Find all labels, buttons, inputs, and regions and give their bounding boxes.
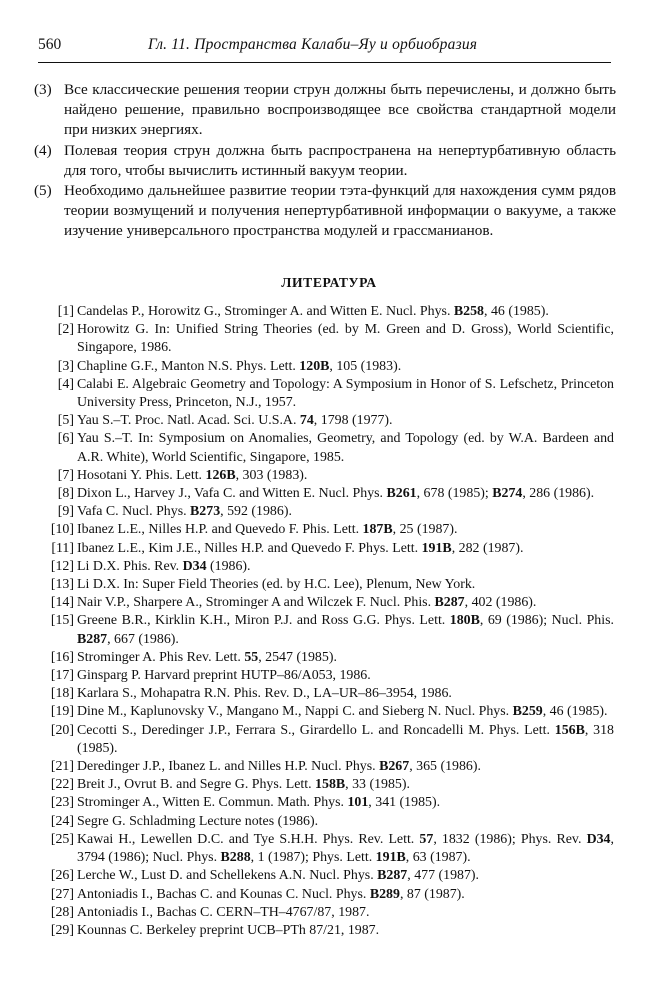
reference-item xyxy=(32,540,614,558)
reference-item xyxy=(32,722,614,758)
reference-item xyxy=(32,922,614,940)
reference-item xyxy=(32,576,614,594)
reference-text xyxy=(77,541,523,556)
reference-segment: Greene B.R., Kirklin K.H., Miron P.J. and Ross G.G. Phys. Lett. xyxy=(77,613,450,629)
reference-text xyxy=(77,832,614,865)
reference-segment: Dine M., Kaplunovsky V., Mangano M., Nappi C. and Sieberg N. Nucl. Phys. xyxy=(77,704,513,720)
reference-number: [18] xyxy=(50,686,74,702)
reference-segment: Li D.X. In: Super Field Theories (ed. by H.C. Lee), Plenum, New York. xyxy=(77,577,476,593)
reference-number: [12] xyxy=(50,558,74,574)
reference-segment: , 87 (1987). xyxy=(399,886,465,902)
reference-item xyxy=(32,376,614,412)
reference-number: [20] xyxy=(50,722,74,738)
reference-text xyxy=(77,613,614,646)
reference-volume: 126B xyxy=(205,467,236,483)
reference-segment: Breit J., Ovrut B. and Segre G. Phys. Lett. xyxy=(77,777,316,793)
reference-volume: D34 xyxy=(182,558,207,574)
reference-item xyxy=(32,430,614,466)
reference-segment: Kawai H., Lewellen D.C. and Tye S.H.H. Phys. Rev. Lett. xyxy=(77,831,420,847)
reference-item xyxy=(32,594,614,612)
reference-item xyxy=(32,558,614,576)
reference-volume: B288 xyxy=(220,850,251,866)
reference-segment: , 402 (1986). xyxy=(464,595,537,611)
reference-text xyxy=(77,577,475,592)
reference-number: [4] xyxy=(57,376,74,392)
reference-text xyxy=(77,814,318,829)
reference-item xyxy=(32,612,614,648)
page-header xyxy=(38,36,613,58)
reference-segment: Chapline G.F., Manton N.S. Phys. Lett. xyxy=(77,358,300,374)
reference-segment: Yau S.–T. In: Symposium on Anomalies, Geometry, and Topology (ed. by W.A. Bardeen and A.R. White), World Scientific, Singapore, 1985. xyxy=(77,431,614,465)
reference-text xyxy=(77,413,393,428)
reference-segment: Candelas P., Horowitz G., Strominger A. and Witten E. Nucl. Phys. xyxy=(77,304,454,319)
reference-number: [3] xyxy=(57,358,74,374)
reference-volume: D34 xyxy=(586,831,611,847)
reference-item xyxy=(32,904,614,922)
reference-segment: Kounnas C. Berkeley preprint UCB–PTh 87/21, 1987. xyxy=(77,922,380,938)
list-item-number: (4) xyxy=(34,141,52,159)
reference-item xyxy=(32,649,614,667)
reference-segment: Deredinger J.P., Ibanez L. and Nilles H.P. Nucl. Phys. xyxy=(77,759,380,775)
reference-segment: , 1 (1987); Phys. Lett. xyxy=(250,850,376,866)
reference-segment: , 1798 (1977). xyxy=(313,413,393,429)
reference-text xyxy=(77,777,410,792)
reference-segment: Dixon L., Harvey J., Vafa C. and Witten E. Nucl. Phys. xyxy=(77,486,387,502)
reference-segment: Li D.X. Phis. Rev. xyxy=(77,558,183,574)
reference-item xyxy=(32,412,614,430)
reference-volume: B289 xyxy=(369,886,400,902)
reference-number: [17] xyxy=(50,668,74,684)
reference-item xyxy=(32,886,614,904)
reference-number: [21] xyxy=(50,759,74,775)
reference-number: [22] xyxy=(50,777,74,793)
reference-volume: 120B xyxy=(299,358,330,374)
reference-text xyxy=(77,723,614,756)
reference-volume: 156B xyxy=(554,722,585,738)
reference-volume: B287 xyxy=(434,595,465,611)
reference-item xyxy=(32,813,614,831)
reference-item xyxy=(32,485,614,503)
header-rule xyxy=(38,62,611,63)
reference-volume: B274 xyxy=(492,486,523,502)
reference-text xyxy=(77,868,479,883)
reference-number: [1] xyxy=(57,304,74,319)
reference-segment: , 2547 (1985). xyxy=(258,649,337,665)
reference-text xyxy=(77,595,536,610)
reference-segment: Ibanez L.E., Nilles H.P. and Quevedo F. Phis. Lett. xyxy=(77,522,363,538)
list-item-text: Все классические решения теории струн должны быть перечислены, и должно быть найдено решение, правильно воспроизводящее все свойства стандартной модели при низких энергиях. xyxy=(64,81,616,139)
reference-text xyxy=(77,504,292,519)
reference-segment: Yau S.–T. Proc. Natl. Acad. Sci. U.S.A. xyxy=(77,413,300,429)
reference-number: [13] xyxy=(50,577,74,593)
reference-item xyxy=(32,467,614,485)
reference-volume: B287 xyxy=(77,631,108,647)
reference-item xyxy=(32,758,614,776)
reference-segment: Karlara S., Mohapatra R.N. Phis. Rev. D., LA–UR–86–3954, 1986. xyxy=(77,686,452,702)
reference-text xyxy=(77,923,379,938)
reference-text xyxy=(77,431,614,464)
reference-number: [27] xyxy=(50,886,74,902)
reference-text xyxy=(77,522,457,537)
reference-segment: , 303 (1983). xyxy=(235,467,308,483)
reference-segment: Antoniadis I., Bachas C. CERN–TH–4767/87, 1987. xyxy=(77,904,370,920)
reference-item xyxy=(32,794,614,812)
reference-segment: , 46 (1985). xyxy=(484,304,549,319)
list-item-number: (3) xyxy=(34,81,52,98)
reference-text xyxy=(77,759,481,774)
reference-number: [24] xyxy=(50,813,74,829)
reference-number: [25] xyxy=(50,831,74,847)
reference-list xyxy=(32,303,614,940)
section-title: ЛИТЕРАТУРА xyxy=(281,275,377,290)
reference-number: [2] xyxy=(57,322,74,338)
reference-segment: Calabi E. Algebraic Geometry and Topology: A Symposium in Honor of S. Lefschetz, Princeton University Press, Princeton, N.J., 1957. xyxy=(77,376,614,411)
reference-item xyxy=(32,667,614,685)
page-number: 560 xyxy=(38,36,62,53)
reference-text xyxy=(77,559,251,574)
reference-number: [5] xyxy=(57,413,74,429)
list-item xyxy=(34,181,616,242)
reference-segment: Ibanez L.E., Kim J.E., Nilles H.P. and Quevedo F. Phys. Lett. xyxy=(77,540,422,556)
reference-segment: , 25 (1987). xyxy=(392,522,458,538)
reference-number: [11] xyxy=(51,540,74,556)
reference-text xyxy=(77,795,440,810)
reference-volume: B261 xyxy=(386,486,417,502)
numbered-list xyxy=(34,80,616,242)
reference-number: [19] xyxy=(50,704,74,720)
reference-volume: 158B xyxy=(315,777,346,793)
reference-number: [26] xyxy=(50,868,74,884)
reference-number: [7] xyxy=(57,467,74,483)
reference-volume: B287 xyxy=(377,868,408,884)
reference-segment: , 678 (1985); xyxy=(416,486,493,502)
reference-text xyxy=(77,304,549,319)
reference-segment: , 46 (1985). xyxy=(542,704,608,720)
reference-item xyxy=(32,703,614,721)
reference-item xyxy=(32,521,614,539)
reference-segment: Lerche W., Lust D. and Schellekens A.N. Nucl. Phys. xyxy=(77,868,378,884)
reference-segment: , 3794 (1986); Nucl. Phys. xyxy=(77,831,614,866)
reference-item xyxy=(32,503,614,521)
reference-number: [29] xyxy=(50,922,74,938)
reference-item xyxy=(32,321,614,357)
reference-number: [16] xyxy=(50,649,74,665)
reference-volume: 74 xyxy=(299,413,314,429)
list-item xyxy=(34,141,616,181)
reference-segment: Cecotti S., Deredinger J.P., Ferrara S., Girardello L. and Roncadelli M. Phys. Lett. xyxy=(77,722,555,738)
reference-segment: , 365 (1986). xyxy=(409,759,481,775)
reference-number: [14] xyxy=(50,595,74,611)
reference-segment: Hosotani Y. Phis. Lett. xyxy=(77,467,206,483)
reference-segment: Horowitz G. In: Unified String Theories (ed. by M. Green and D. Gross), World Scientific, Singapore, 1986. xyxy=(77,322,614,356)
reference-volume: 191B xyxy=(421,540,452,556)
reference-segment: , 282 (1987). xyxy=(451,540,524,556)
reference-segment: , 286 (1986). xyxy=(522,486,595,502)
reference-volume: 101 xyxy=(347,795,369,811)
reference-volume: 180B xyxy=(449,613,480,629)
reference-segment: Ginsparg P. Harvard preprint HUTP–86/A053, 1986. xyxy=(77,668,371,684)
reference-text xyxy=(77,887,465,902)
reference-number: [8] xyxy=(57,486,74,502)
reference-volume: B258 xyxy=(453,304,485,319)
reference-text xyxy=(77,468,307,483)
reference-segment: (1986). xyxy=(206,558,251,574)
reference-item xyxy=(32,685,614,703)
reference-item xyxy=(32,303,614,321)
list-item-number: (5) xyxy=(34,182,52,200)
list-item xyxy=(34,80,616,141)
reference-text xyxy=(77,486,594,501)
reference-text xyxy=(77,322,614,355)
reference-number: [23] xyxy=(50,795,74,811)
reference-number: [10] xyxy=(50,522,74,538)
reference-segment: Nair V.P., Sharpere A., Strominger A and Wilczek F. Nucl. Phis. xyxy=(77,595,435,611)
reference-item xyxy=(32,776,614,794)
running-title: Гл. 11. Пространства Калаби–Яу и орбиобразия xyxy=(148,36,478,53)
reference-segment: Antoniadis I., Bachas C. and Kounas C. Nucl. Phys. xyxy=(77,886,370,902)
reference-segment: , 477 (1987). xyxy=(407,868,480,884)
reference-segment: , 318 (1985). xyxy=(77,722,614,756)
reference-item xyxy=(32,867,614,885)
reference-text xyxy=(77,905,369,920)
reference-volume: 55 xyxy=(244,649,259,665)
reference-volume: B259 xyxy=(512,704,543,720)
reference-text xyxy=(77,668,371,683)
reference-number: [15] xyxy=(50,613,74,629)
reference-segment: Vafa C. Nucl. Phys. xyxy=(77,504,191,520)
reference-segment: Strominger A., Witten E. Commun. Math. Phys. xyxy=(77,795,348,811)
reference-segment: , 1832 (1986); Phys. Rev. xyxy=(433,831,587,847)
reference-segment: Strominger A. Phis Rev. Lett. xyxy=(77,649,245,665)
reference-volume: B267 xyxy=(379,759,410,775)
reference-volume: B273 xyxy=(190,504,221,520)
reference-segment: , 63 (1987). xyxy=(405,850,471,866)
reference-text xyxy=(77,686,452,701)
reference-segment: , 33 (1985). xyxy=(345,777,410,793)
reference-volume: 57 xyxy=(419,831,434,847)
reference-number: [9] xyxy=(57,504,74,520)
reference-segment: Segre G. Schladming Lecture notes (1986). xyxy=(77,813,319,829)
reference-segment: , 667 (1986). xyxy=(107,631,179,647)
reference-segment: , 69 (1986); Nucl. Phis. xyxy=(479,613,614,629)
list-item-text: Необходимо дальнейшее развитие теории тэта-функций для нахождения сумм рядов теории возмущений и получения непертурбативной информации о вакууме, а также изучение универсального пространства модулей и грассманианов. xyxy=(64,182,616,240)
reference-number: [28] xyxy=(50,904,74,920)
reference-item xyxy=(32,831,614,867)
reference-text xyxy=(77,650,337,665)
reference-text xyxy=(77,359,401,374)
list-item-text: Полевая теория струн должна быть распространена на непертурбативную область для того, чтобы вычислить истинный вакуум теории. xyxy=(64,141,616,179)
reference-volume: 191B xyxy=(375,850,406,866)
reference-text xyxy=(77,704,608,719)
reference-segment: , 341 (1985). xyxy=(368,795,441,811)
reference-text xyxy=(77,377,614,410)
reference-segment: , 105 (1983). xyxy=(329,358,402,374)
reference-segment: , 592 (1986). xyxy=(220,504,292,520)
reference-volume: 187B xyxy=(362,522,393,538)
reference-item xyxy=(32,358,614,376)
reference-number: [6] xyxy=(57,431,74,447)
